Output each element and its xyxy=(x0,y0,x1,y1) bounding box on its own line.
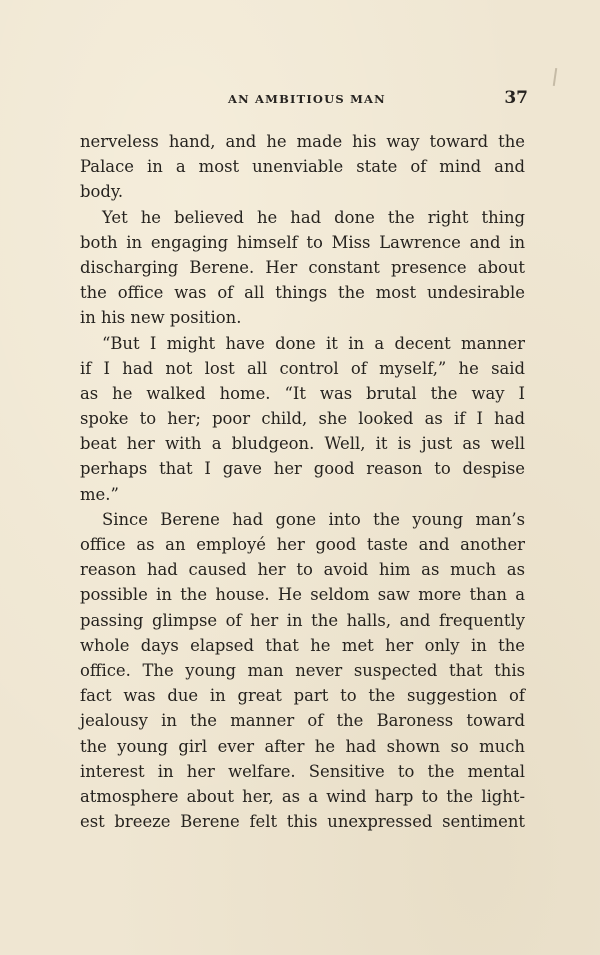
text-line: both in engaging himself to Miss Lawrence and in xyxy=(80,232,525,252)
text-line: me.” xyxy=(80,484,119,504)
text-line: spoke to her; poor child, she looked as if I had xyxy=(80,409,525,429)
text-line: the office was of all things the most undesirable xyxy=(80,283,525,303)
text-line: interest in her welfare. Sensitive to the mental xyxy=(80,761,525,781)
text-line: perhaps that I gave her good reason to despise xyxy=(80,459,525,479)
page-number: 37 xyxy=(504,88,528,108)
text-line: in his new position. xyxy=(80,308,242,328)
text-line: Palace in a most unenviable state of mind and xyxy=(80,157,525,177)
text-line: reason had caused her to avoid him as much as xyxy=(80,560,525,580)
running-header xyxy=(80,88,530,112)
text-line: discharging Berene. Her constant presence about xyxy=(80,257,525,277)
page-edge-mark xyxy=(553,68,557,86)
text-line: nerveless hand, and he made his way toward the xyxy=(80,132,525,151)
text-line: the young girl ever after he had shown so much xyxy=(80,736,525,756)
text-line: if I had not lost all control of myself,” he said xyxy=(80,358,525,378)
running-title: AN AMBITIOUS MAN xyxy=(228,92,386,106)
text-line: body. xyxy=(80,182,124,202)
text-line: office as an employé her good taste and another xyxy=(80,535,525,554)
text-line: passing glimpse of her in the halls, and frequently xyxy=(80,610,525,630)
text-line: as he walked home. “It was brutal the way I xyxy=(80,383,525,403)
body-text xyxy=(80,129,525,834)
text-line: office. The young man never suspected that this xyxy=(80,660,525,680)
text-line: est breeze Berene felt this unexpressed sentiment xyxy=(80,812,525,832)
text-line: “But I might have done it in a decent manner xyxy=(102,333,525,353)
text-line: atmosphere about her, as a wind harp to the light- xyxy=(80,786,525,806)
text-line: whole days elapsed that he met her only in the xyxy=(80,635,525,655)
text-line: possible in the house. He seldom saw more than a xyxy=(80,585,525,605)
text-line: fact was due in great part to the suggestion of xyxy=(80,686,525,706)
text-line: Yet he believed he had done the right thing xyxy=(102,207,525,227)
text-line: jealousy in the manner of the Baroness toward xyxy=(80,711,525,731)
text-line: Since Berene had gone into the young man’s xyxy=(102,509,525,529)
text-line: beat her with a bludgeon. Well, it is just as well xyxy=(80,434,525,454)
